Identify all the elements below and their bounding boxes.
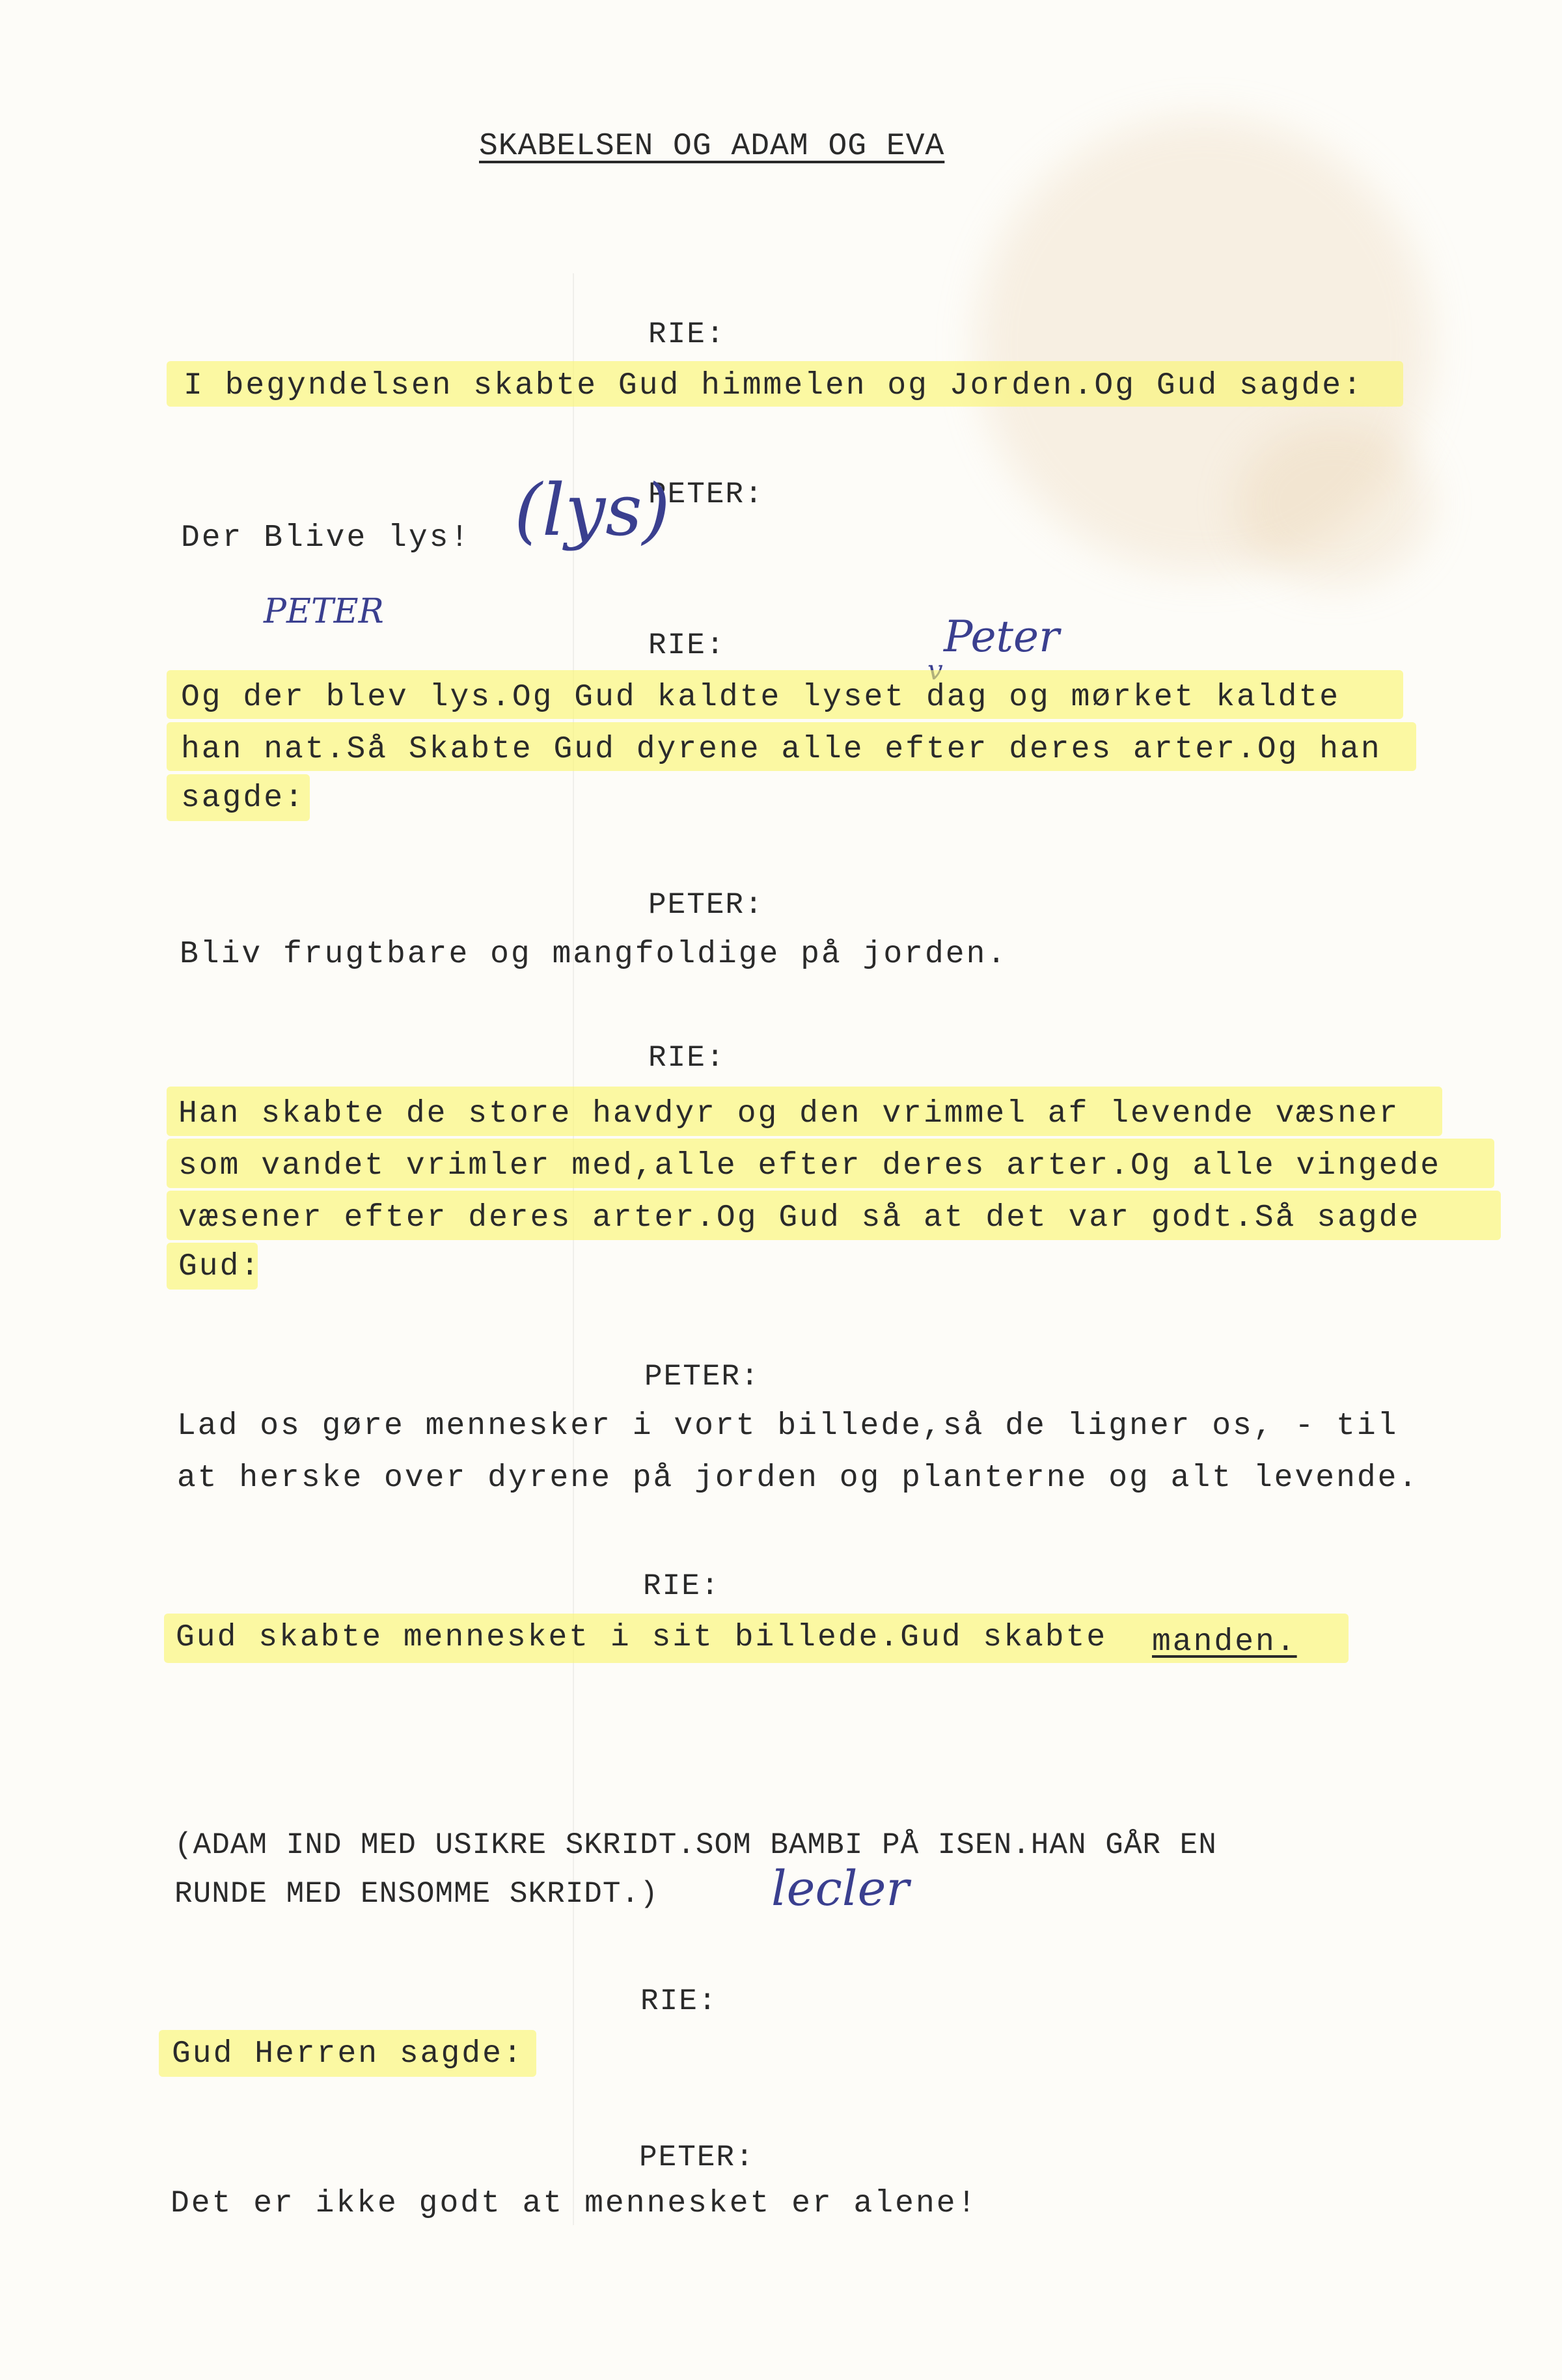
stage-direction: RUNDE MED ENSOMME SKRIDT.) [174,1877,659,1911]
speaker-label: PETER: [648,478,764,511]
dialogue-line: Gud Herren sagde: [172,2036,524,2072]
speaker-label: RIE: [640,1984,718,2018]
dialogue-line: Bliv frugtbare og mangfoldige på jorden. [180,937,1008,972]
dialogue-line: Det er ikke godt at mennesket er alene! [171,2186,978,2221]
speaker-label: PETER: [648,888,764,922]
stage-direction: (ADAM IND MED USIKRE SKRIDT.SOM BAMBI PÅ ISEN.HAN GÅR EN [174,1828,1217,1862]
dialogue-line: Og der blev lys.Og Gud kaldte lyset dag og mørket kaldte [181,680,1341,715]
page-title: SKABELSEN OG ADAM OG EVA [479,129,945,164]
dialogue-line: som vandet vrimler med,alle efter deres arter.Og alle vingede [178,1148,1442,1183]
dialogue-line: Lad os gøre mennesker i vort billede,så de ligner os, - til [177,1409,1399,1444]
paper-stain [1237,423,1432,586]
speaker-label: RIE: [648,1041,726,1075]
dialogue-line: Gud skabte mennesket i sit billede.Gud skabte [176,1620,1108,1655]
speaker-label: PETER: [639,2141,755,2174]
fold-crease [573,273,574,2225]
dialogue-line: Der Blive lys! [181,521,471,556]
dialogue-line: at herske over dyrene på jorden og planterne og alt levende. [177,1461,1419,1496]
handwritten-note: Peter [944,612,1060,662]
handwritten-note: lecler [771,1861,909,1917]
dialogue-line: væsener efter deres arter.Og Gud så at det var godt.Så sagde [178,1200,1421,1236]
handwritten-note: (lys) [514,468,670,552]
dialogue-line: sagde: [181,781,305,816]
speaker-label: RIE: [648,629,726,662]
dialogue-line: Han skabte de store havdyr og den vrimmel af levende væsner [178,1096,1400,1131]
dialogue-line: Gud: [178,1249,262,1284]
dialogue-line: I begyndelsen skabte Gud himmelen og Jorden.Og Gud sagde: [184,368,1363,403]
handwritten-note: PETER [264,592,384,631]
speaker-label: RIE: [643,1569,720,1603]
dialogue-line: han nat.Så Skabte Gud dyrene alle efter deres arter.Og han [181,732,1382,767]
speaker-label: RIE: [648,318,726,351]
speaker-label: PETER: [644,1360,760,1394]
underlined-word: manden. [1152,1625,1297,1660]
